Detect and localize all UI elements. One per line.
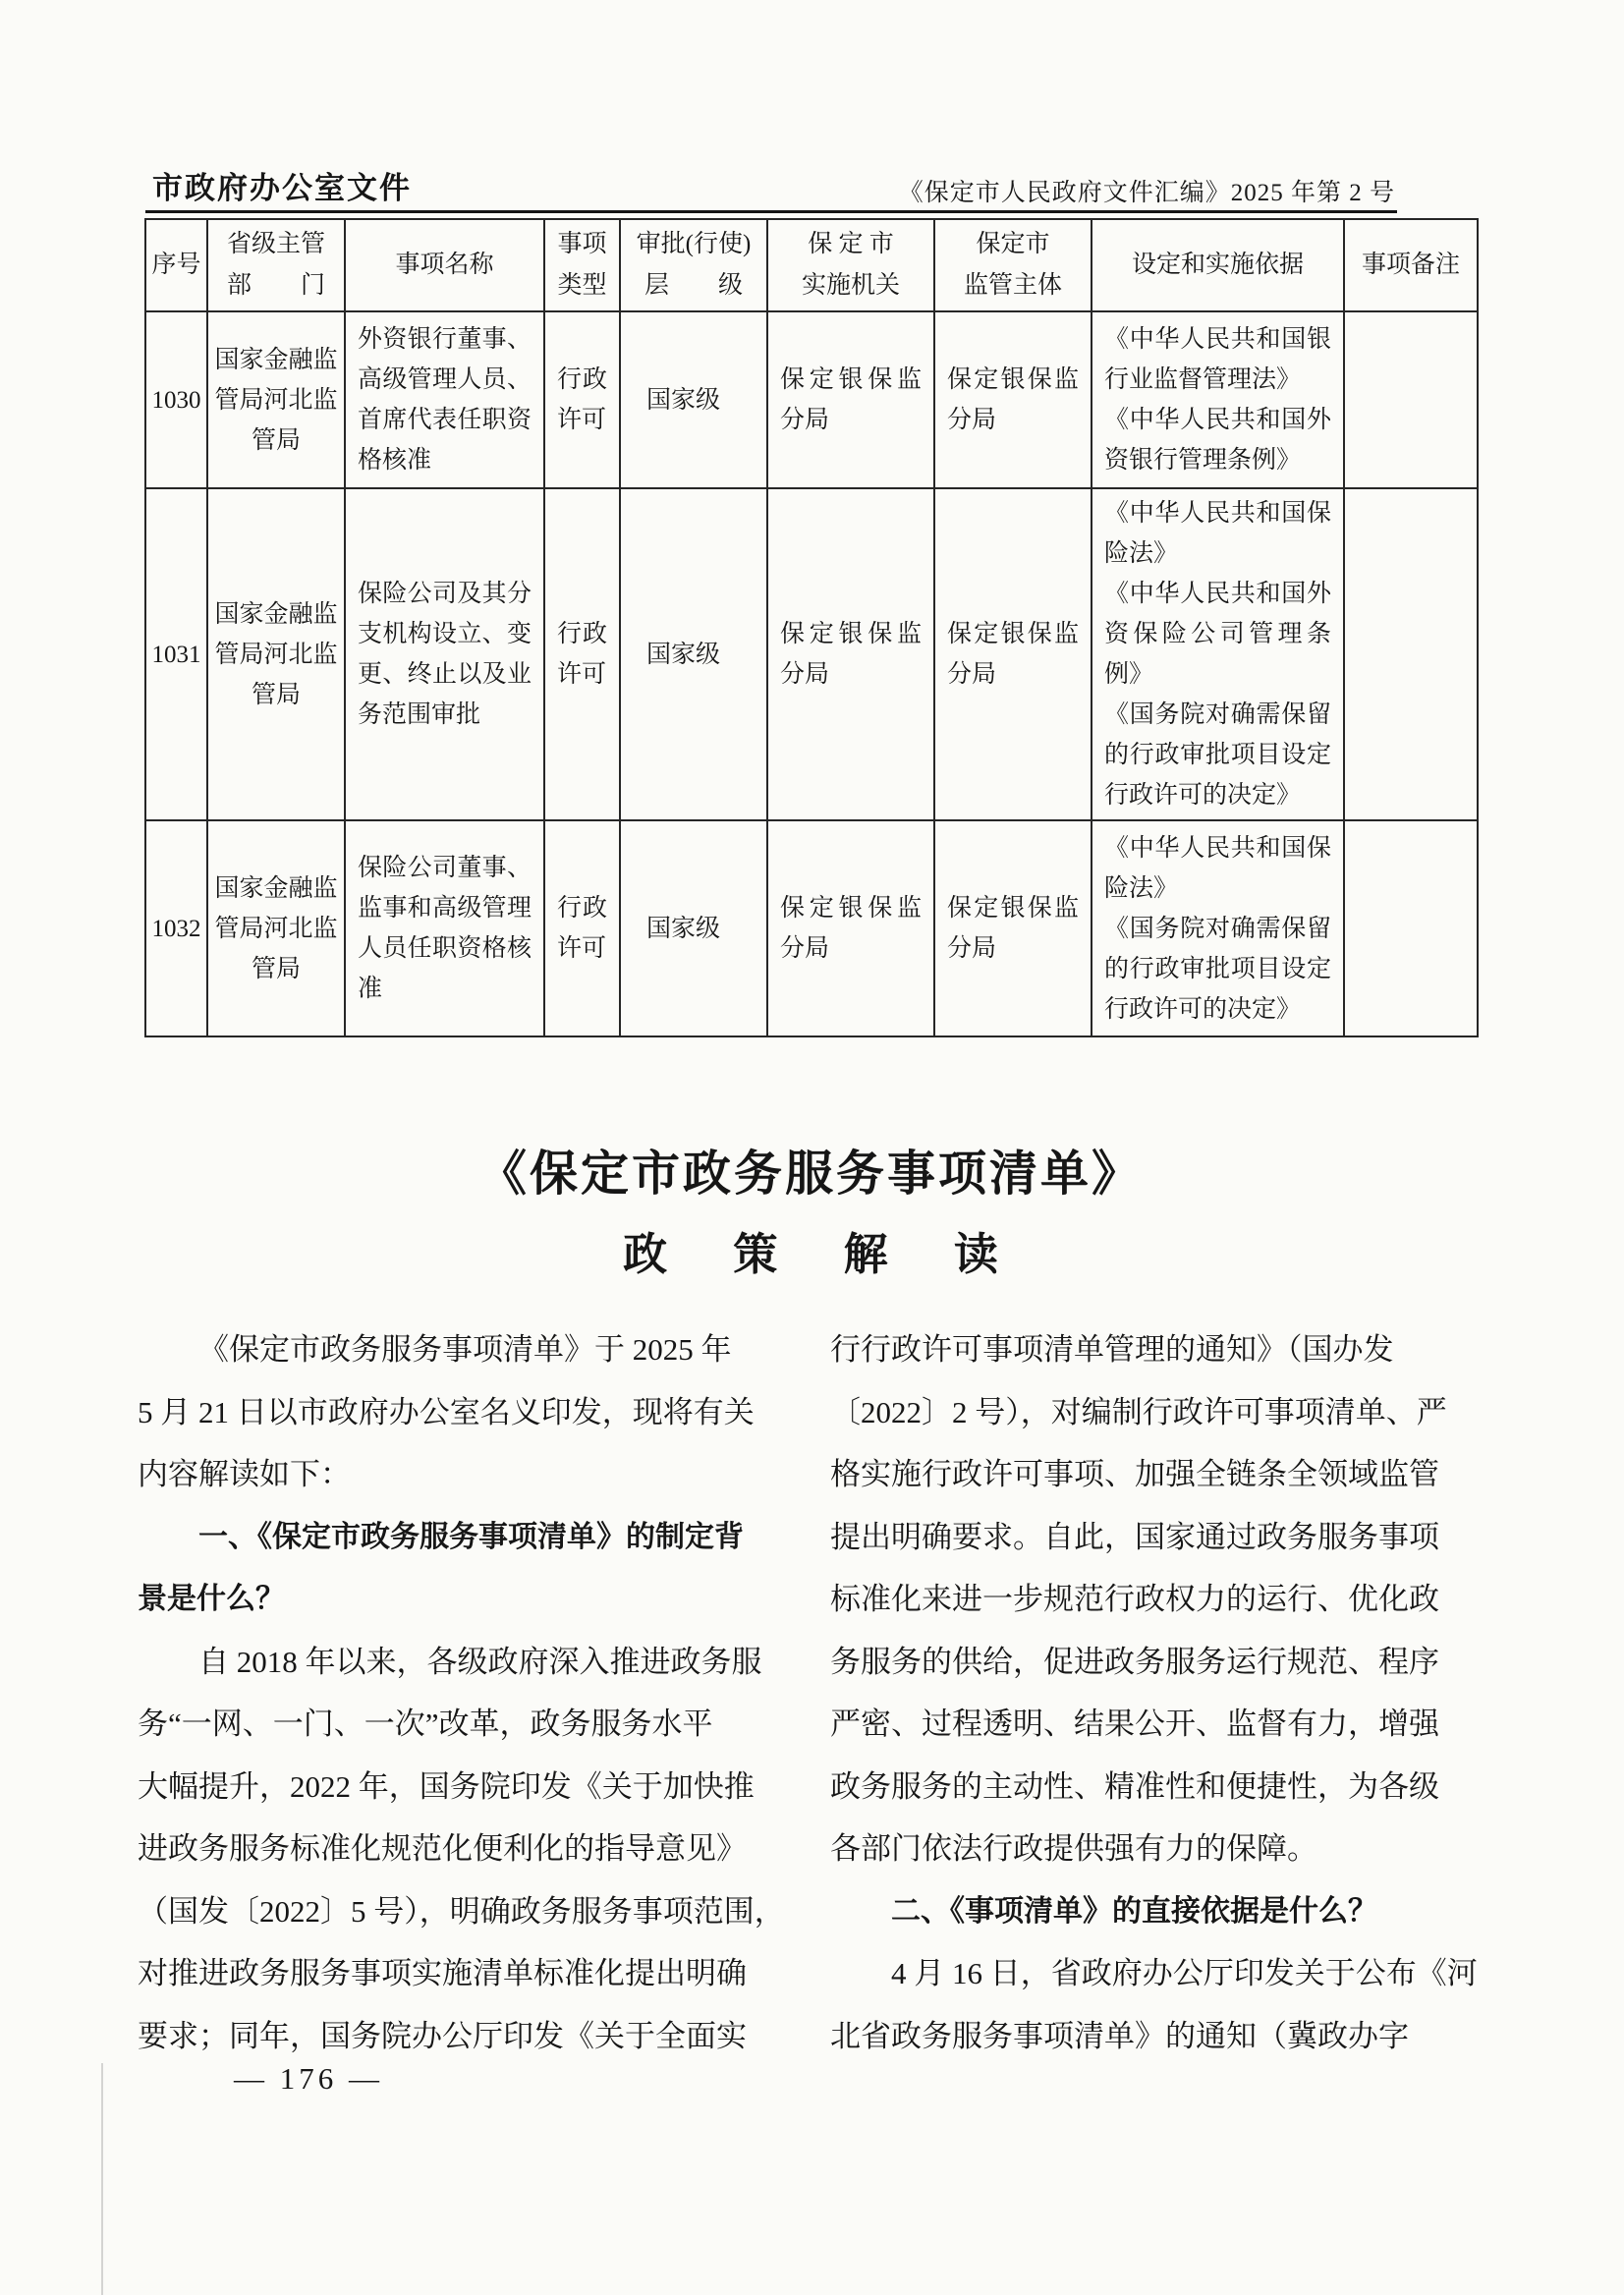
cell-level: 国家级 (620, 488, 767, 820)
body-line: 政务服务的主动性、精准性和便捷性，为各级 (830, 1768, 1439, 1804)
cell-implementer: 保定银保监分局 (767, 311, 934, 488)
cell-dept: 国家金融监管局河北监管局 (207, 820, 345, 1036)
cell-level: 国家级 (620, 311, 767, 488)
cell-item-name: 外资银行董事、高级管理人员、首席代表任职资格核准 (345, 311, 544, 488)
col-header-level: 审批(行使) 层 级 (620, 219, 767, 311)
col-header-legal-basis: 设定和实施依据 (1092, 219, 1344, 311)
cell-legal-basis: 《中华人民共和国保险法》 《中华人民共和国外资保险公司管理条例》 《国务院对确需保留的行政审批项目设定行政许可的决定》 (1092, 488, 1344, 820)
cell-dept: 国家金融监管局河北监管局 (207, 488, 345, 820)
body-line: 格实施行政许可事项、加强全链条全领域监管 (830, 1457, 1439, 1491)
section-heading-line: 一、《保定市政务服务事项清单》的制定背 (198, 1520, 744, 1553)
body-line: （国发〔2022〕5 号），明确政务服务事项范围， (138, 1893, 785, 1929)
cell-remark (1344, 488, 1478, 820)
approval-items-table (144, 218, 1479, 1037)
cell-seq: 1032 (145, 820, 207, 1036)
col-header-item-name: 事项名称 (345, 219, 544, 311)
header-left-title: 市政府办公室文件 (152, 171, 412, 205)
col-header-supervisor: 保定市 监管主体 (934, 219, 1092, 311)
cell-supervisor: 保定银保监分局 (934, 820, 1092, 1036)
cell-supervisor: 保定银保监分局 (934, 311, 1092, 488)
body-line: 内容解读如下： (138, 1457, 351, 1491)
col-header-item-type: 事项 类型 (544, 219, 620, 311)
article-title-line2: 政 策 解 读 (623, 1230, 1026, 1279)
body-line: 对推进政务服务事项实施清单标准化提出明确 (138, 1956, 747, 1990)
body-line: 进政务服务标准化规范化便利化的指导意见》 (138, 1831, 747, 1866)
scan-artifact-line (101, 2063, 103, 2295)
body-line: 务“一网、一门、一次”改革，政务服务水平 (138, 1707, 713, 1741)
cell-level: 国家级 (620, 820, 767, 1036)
cell-seq: 1030 (145, 311, 207, 488)
cell-supervisor: 保定银保监分局 (934, 488, 1092, 820)
col-header-remark: 事项备注 (1344, 219, 1478, 311)
cell-item-name: 保险公司及其分支机构设立、变更、终止以及业务范围审批 (345, 488, 544, 820)
body-line: 《保定市政务服务事项清单》于 2025 年 (198, 1332, 732, 1367)
body-line: 务服务的供给，促进政务服务运行规范、程序 (830, 1644, 1439, 1679)
table-header-row (145, 219, 1478, 311)
cell-legal-basis: 《中华人民共和国银行业监督管理法》 《中华人民共和国外资银行管理条例》 (1092, 311, 1344, 488)
cell-remark (1344, 311, 1478, 488)
cell-item-type: 行政许可 (544, 488, 620, 820)
body-line: 行行政许可事项清单管理的通知》（国办发 (830, 1332, 1394, 1367)
cell-remark (1344, 820, 1478, 1036)
body-line: 标准化来进一步规范行政权力的运行、优化政 (830, 1582, 1439, 1616)
body-line: 〔2022〕2 号），对编制行政许可事项清单、严 (830, 1394, 1447, 1429)
cell-seq: 1031 (145, 488, 207, 820)
page-number: — 176 — (234, 2061, 383, 2096)
cell-implementer: 保定银保监分局 (767, 488, 934, 820)
body-line: 大幅提升，2022 年，国务院印发《关于加快推 (138, 1768, 755, 1804)
table-row (145, 820, 1478, 1036)
body-line: 各部门依法行政提供强有力的保障。 (830, 1831, 1317, 1866)
cell-item-name: 保险公司董事、监事和高级管理人员任职资格核准 (345, 820, 544, 1036)
col-header-seq: 序号 (145, 219, 207, 311)
cell-item-type: 行政许可 (544, 820, 620, 1036)
body-line: 要求；同年，国务院办公厅印发《关于全面实 (138, 2018, 747, 2053)
cell-implementer: 保定银保监分局 (767, 820, 934, 1036)
article-right-column (830, 1318, 1494, 2067)
col-header-dept: 省级主管 部 门 (207, 219, 345, 311)
table-row (145, 488, 1478, 820)
body-line: 4 月 16 日，省政府办公厅印发关于公布《河 (891, 1956, 1478, 1990)
table-row (145, 311, 1478, 488)
cell-dept: 国家金融监管局河北监管局 (207, 311, 345, 488)
article-title-line1: 《保定市政务服务事项清单》 (477, 1147, 1143, 1201)
body-line: 提出明确要求。自此，国家通过政务服务事项 (830, 1519, 1439, 1554)
cell-legal-basis: 《中华人民共和国保险法》 《国务院对确需保留的行政审批项目设定行政许可的决定》 (1092, 820, 1344, 1036)
cell-item-type: 行政许可 (544, 311, 620, 488)
article-left-column (138, 1318, 802, 2067)
section-heading-line: 景是什么？ (138, 1583, 285, 1615)
section-heading-line: 二、《事项清单》的直接依据是什么？ (891, 1894, 1377, 1928)
header-right-title: 《保定市人民政府文件汇编》2025 年第 2 号 (898, 180, 1395, 206)
body-line: 北省政务服务事项清单》的通知（冀政办字 (830, 2018, 1409, 2053)
body-line: 5 月 21 日以市政府办公室名义印发，现将有关 (138, 1394, 755, 1429)
body-line: 自 2018 年以来，各级政府深入推进政务服 (198, 1644, 762, 1679)
body-line: 严密、过程透明、结果公开、监督有力，增强 (830, 1707, 1439, 1741)
header-rule (145, 210, 1397, 213)
col-header-implementer: 保 定 市 实施机关 (767, 219, 934, 311)
